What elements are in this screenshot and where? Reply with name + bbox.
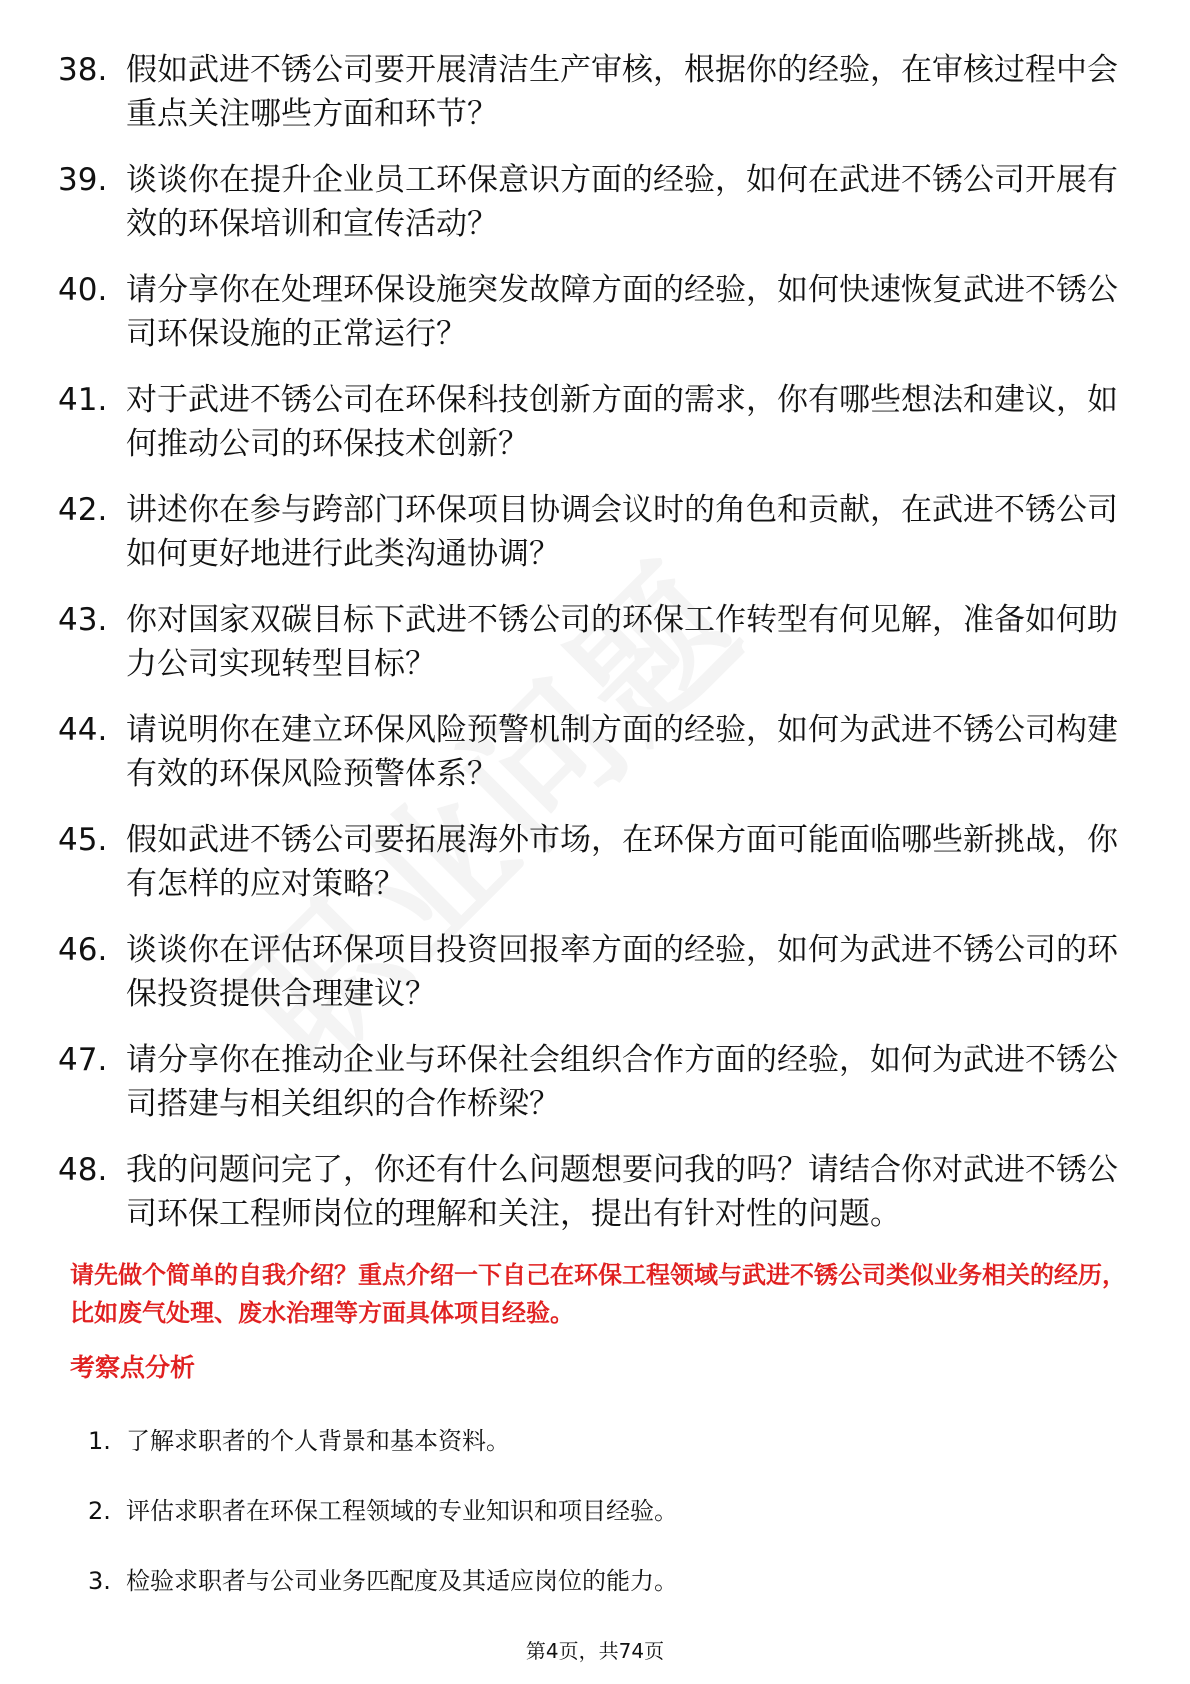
question-text: 谈谈你在提升企业员工环保意识方面的经验，如何在武进不锈公司开展有效的环保培训和宣传活动？ xyxy=(126,162,1118,242)
question-number: 44. xyxy=(58,712,108,748)
question-number: 48. xyxy=(58,1152,108,1188)
question-number: 43. xyxy=(58,602,108,638)
question-number: 38. xyxy=(58,52,108,88)
question-text: 你对国家双碳目标下武进不锈公司的环保工作转型有何见解，准备如何助力公司实现转型目标？ xyxy=(126,602,1118,682)
question-item xyxy=(0,48,1190,136)
question-item xyxy=(0,158,1190,246)
analysis-heading: 考察点分析 xyxy=(70,1353,196,1382)
question-list xyxy=(0,48,1190,1258)
question-text: 谈谈你在评估环保项目投资回报率方面的经验，如何为武进不锈公司的环保投资提供合理建议？ xyxy=(126,932,1118,1012)
question-number: 41. xyxy=(58,382,108,418)
question-number: 45. xyxy=(58,822,108,858)
question-text: 假如武进不锈公司要开展清洁生产审核，根据你的经验，在审核过程中会重点关注哪些方面和环节？ xyxy=(126,52,1118,132)
question-text: 请分享你在推动企业与环保社会组织合作方面的经验，如何为武进不锈公司搭建与相关组织的合作桥梁？ xyxy=(126,1042,1118,1122)
question-item xyxy=(0,1148,1190,1236)
analysis-point-text: 了解求职者的个人背景和基本资料。 xyxy=(126,1427,510,1455)
page-footer: 第4页，共74页 xyxy=(525,1639,665,1663)
analysis-point-number: 2. xyxy=(88,1497,111,1525)
question-number: 39. xyxy=(58,162,108,198)
question-number: 40. xyxy=(58,272,108,308)
question-number: 46. xyxy=(58,932,108,968)
analysis-point-number: 1. xyxy=(88,1427,111,1455)
question-text: 请说明你在建立环保风险预警机制方面的经验，如何为武进不锈公司构建有效的环保风险预警体系？ xyxy=(126,712,1118,792)
question-text: 讲述你在参与跨部门环保项目协调会议时的角色和贡献，在武进不锈公司如何更好地进行此类沟通协调？ xyxy=(126,492,1118,572)
question-text: 请分享你在处理环保设施突发故障方面的经验，如何快速恢复武进不锈公司环保设施的正常运行？ xyxy=(126,272,1118,352)
question-item xyxy=(0,268,1190,356)
question-number: 42. xyxy=(58,492,108,528)
question-item xyxy=(0,488,1190,576)
analysis-point xyxy=(0,1563,1190,1599)
question-item xyxy=(0,598,1190,686)
analysis-point xyxy=(0,1423,1190,1459)
analysis-point-list xyxy=(0,1423,1190,1633)
question-item xyxy=(0,928,1190,1016)
question-text: 假如武进不锈公司要拓展海外市场，在环保方面可能面临哪些新挑战，你有怎样的应对策略？ xyxy=(126,822,1118,902)
question-text: 我的问题问完了，你还有什么问题想要问我的吗？请结合你对武进不锈公司环保工程师岗位的理解和关注，提出有针对性的问题。 xyxy=(126,1152,1118,1232)
question-item xyxy=(0,378,1190,466)
analysis-point-number: 3. xyxy=(88,1567,111,1595)
question-item xyxy=(0,708,1190,796)
analysis-point-text: 评估求职者在环保工程领域的专业知识和项目经验。 xyxy=(126,1497,678,1525)
question-item xyxy=(0,818,1190,906)
analysis-point-text: 检验求职者与公司业务匹配度及其适应岗位的能力。 xyxy=(126,1567,678,1595)
question-item xyxy=(0,1038,1190,1126)
intro-question: 请先做个简单的自我介绍？重点介绍一下自己在环保工程领域与武进不锈公司类似业务相关的经历，比如废气处理、废水治理等方面具体项目经验。 xyxy=(70,1261,1126,1327)
question-number: 47. xyxy=(58,1042,108,1078)
analysis-point xyxy=(0,1493,1190,1529)
question-text: 对于武进不锈公司在环保科技创新方面的需求，你有哪些想法和建议，如何推动公司的环保技术创新？ xyxy=(126,382,1118,462)
